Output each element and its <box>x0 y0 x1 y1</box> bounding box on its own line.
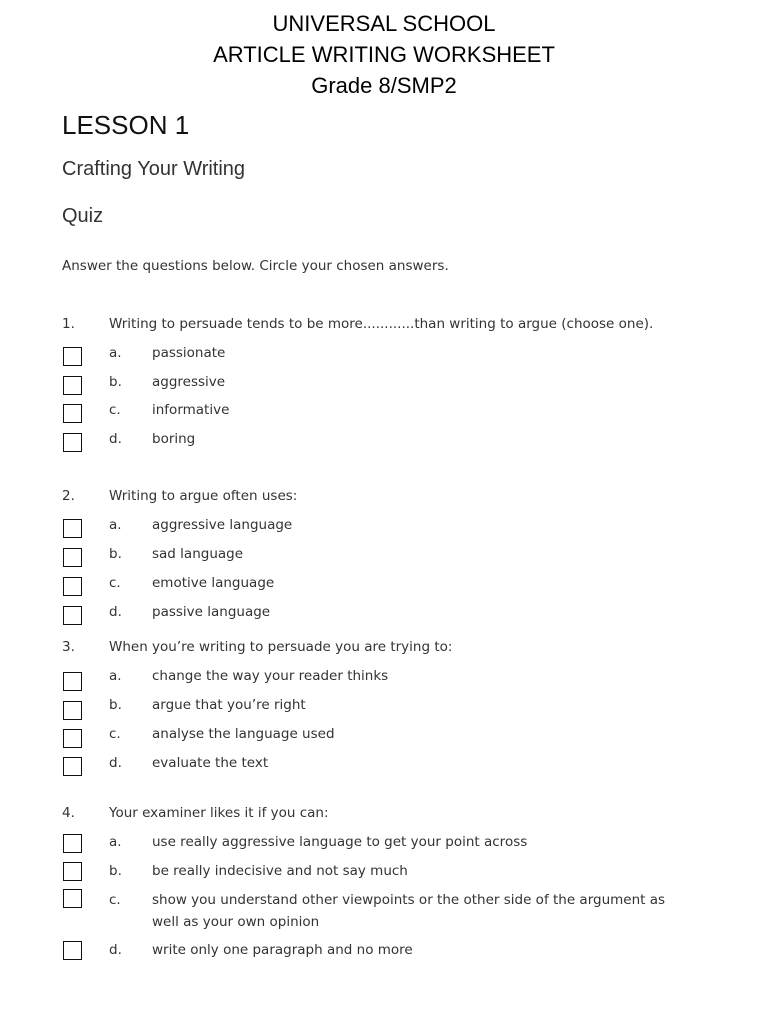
option-text: passive language <box>152 604 271 620</box>
option-text: passionate <box>152 345 226 361</box>
answer-checkbox[interactable] <box>63 834 82 853</box>
grade-label: Grade 8/SMP2 <box>311 73 457 98</box>
option-text: show you understand other viewpoints or the other side of the argument as well as your own opinion <box>152 892 666 930</box>
answer-checkbox[interactable] <box>63 376 82 395</box>
question-text: Your examiner likes it if you can: <box>109 805 329 821</box>
option-letter: d. <box>109 755 122 771</box>
option-letter: b. <box>109 374 122 390</box>
option-letter: a. <box>109 668 122 684</box>
option-text: change the way your reader thinks <box>152 668 389 684</box>
option-text: analyse the language used <box>152 726 335 742</box>
option-letter: c. <box>109 402 121 418</box>
option-text: use really aggressive language to get your point across <box>152 834 528 850</box>
option-letter: c. <box>109 575 121 591</box>
worksheet-header <box>0 8 768 101</box>
answer-checkbox[interactable] <box>63 862 82 881</box>
answer-checkbox[interactable] <box>63 941 82 960</box>
option-letter: c. <box>109 726 121 742</box>
option-letter: c. <box>109 892 121 908</box>
question-number: 3. <box>62 639 75 655</box>
option-text: write only one paragraph and no more <box>152 942 413 958</box>
option-letter: b. <box>109 546 122 562</box>
option-letter: a. <box>109 345 122 361</box>
option-text: aggressive <box>152 374 226 390</box>
answer-checkbox[interactable] <box>63 889 82 908</box>
option-text: argue that you’re right <box>152 697 306 713</box>
answer-checkbox[interactable] <box>63 757 82 776</box>
option-letter: d. <box>109 604 122 620</box>
worksheet-title: ARTICLE WRITING WORKSHEET <box>213 42 555 67</box>
option-letter: a. <box>109 834 122 850</box>
option-letter: a. <box>109 517 122 533</box>
answer-checkbox[interactable] <box>63 404 82 423</box>
answer-checkbox[interactable] <box>63 701 82 720</box>
answer-checkbox[interactable] <box>63 729 82 748</box>
answer-checkbox[interactable] <box>63 577 82 596</box>
option-letter: b. <box>109 863 122 879</box>
option-text: sad language <box>152 546 244 562</box>
question-text: When you’re writing to persuade you are trying to: <box>109 639 453 655</box>
question-number: 4. <box>62 805 75 821</box>
answer-checkbox[interactable] <box>63 433 82 452</box>
question-number: 2. <box>62 488 75 504</box>
option-text: aggressive language <box>152 517 293 533</box>
option-letter: b. <box>109 697 122 713</box>
answer-checkbox[interactable] <box>63 347 82 366</box>
option-letter: d. <box>109 431 122 447</box>
lesson-heading: LESSON 1 <box>62 110 190 140</box>
option-text: boring <box>152 431 196 447</box>
answer-checkbox[interactable] <box>63 672 82 691</box>
option-text: be really indecisive and not say much <box>152 863 408 879</box>
option-text: emotive language <box>152 575 275 591</box>
lesson-subtitle: Crafting Your Writing <box>62 158 246 180</box>
instructions: Answer the questions below. Circle your chosen answers. <box>62 258 449 274</box>
option-text: evaluate the text <box>152 755 269 771</box>
option-letter: d. <box>109 942 122 958</box>
question-number: 1. <box>62 316 75 332</box>
option-text: informative <box>152 402 230 418</box>
school-name: UNIVERSAL SCHOOL <box>272 11 496 36</box>
question-text: Writing to persuade tends to be more............than writing to argue (choose one). <box>109 316 654 332</box>
answer-checkbox[interactable] <box>63 548 82 567</box>
section-heading: Quiz <box>62 205 104 227</box>
question-text: Writing to argue often uses: <box>109 488 298 504</box>
answer-checkbox[interactable] <box>63 606 82 625</box>
answer-checkbox[interactable] <box>63 519 82 538</box>
